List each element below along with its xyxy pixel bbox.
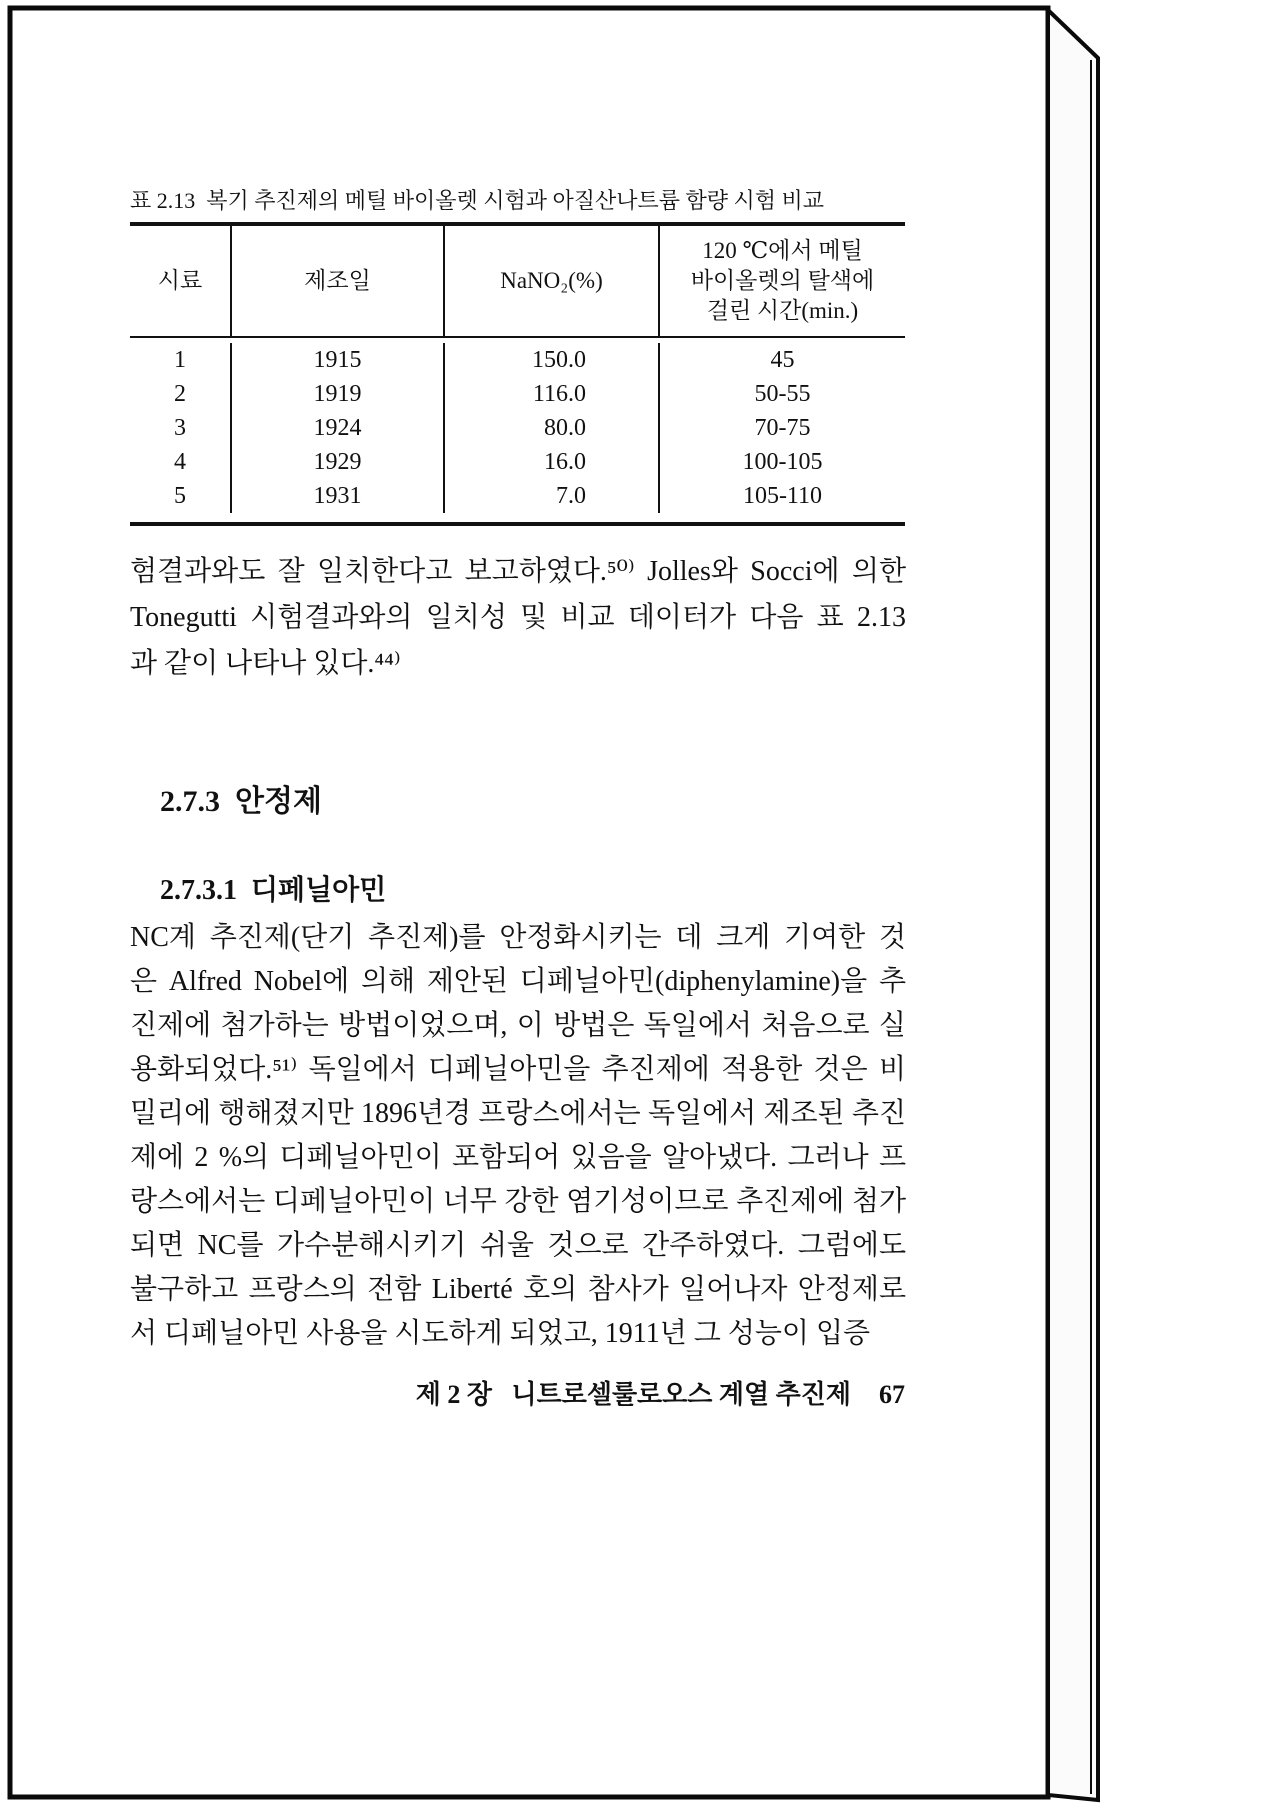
- cell-sample: 2: [130, 377, 232, 411]
- cell-time: 45: [770, 347, 795, 373]
- cell-nano2: 16.0: [445, 445, 660, 479]
- text-line: 랑스에서는 디페닐아민이 너무 강한 염기성이므로 추진제에 첨가: [130, 1186, 906, 1217]
- cell-time: 105-110: [742, 483, 823, 509]
- text-line: 험결과와도 잘 일치한다고 보고하였다.⁵⁰⁾ Jolles와 Socci에 의한: [130, 556, 906, 587]
- cell-nano2: 116.0: [445, 377, 660, 411]
- header-nano2: [445, 226, 660, 336]
- cell-nano2: 7.0: [445, 479, 660, 513]
- page-number: 67: [879, 1380, 905, 1409]
- section-heading: 2.7.3 안정제: [160, 785, 322, 818]
- cell-date: 1924: [232, 411, 445, 445]
- page-footer: [130, 1374, 905, 1411]
- header-date-label: 제조일: [304, 268, 371, 293]
- table-caption: 표 2.13 복기 추진제의 메틸 바이올렛 시험과 아질산나트륨 함량 시험 비교: [130, 188, 825, 213]
- paragraph-continuation: [130, 549, 906, 687]
- table-row: [130, 411, 905, 445]
- cell-sample: 5: [130, 479, 232, 513]
- chapter-title: 제 2 장 니트로셀룰로오스 계열 추진제: [415, 1380, 851, 1409]
- cell-sample: 4: [130, 445, 232, 479]
- text-line: 불구하고 프랑스의 전함 Liberté 호의 참사가 일어나자 안정제로: [130, 1274, 906, 1305]
- table-row: [130, 445, 905, 479]
- cell-date: 1929: [232, 445, 445, 479]
- header-nano2-label: NaNO₂(%): [500, 268, 603, 293]
- header-sample: [130, 226, 232, 336]
- text-line: 용화되었다.⁵¹⁾ 독일에서 디페닐아민을 추진제에 적용한 것은 비: [130, 1054, 906, 1085]
- text-line: 되면 NC를 가수분해시키기 쉬울 것으로 간주하였다. 그럼에도: [130, 1230, 906, 1261]
- cell-sample: 3: [130, 411, 232, 445]
- text-line: 밀리에 행해졌지만 1896년경 프랑스에서는 독일에서 제조된 추진: [130, 1098, 906, 1129]
- table-body: [130, 338, 905, 522]
- text-line: NC계 추진제(단기 추진제)를 안정화시키는 데 크게 기여한 것: [130, 922, 906, 953]
- cell-time: 70-75: [754, 415, 811, 441]
- cell-time: 50-55: [754, 381, 811, 407]
- cell-time: 100-105: [742, 449, 823, 475]
- text-line: 은 Alfred Nobel에 의해 제안된 디페닐아민(diphenylamine)을 추: [130, 966, 906, 997]
- cell-sample: 1: [130, 343, 232, 377]
- header-time-line1: 120 ℃에서 메틸: [702, 238, 863, 263]
- cell-date: 1919: [232, 377, 445, 411]
- text-line: 과 같이 나타나 있다.⁴⁴⁾: [130, 648, 401, 679]
- text-line: Tonegutti 시험결과와의 일치성 및 비교 데이터가 다음 표 2.13: [130, 602, 906, 633]
- paragraph-diphenylamine: [130, 916, 906, 1356]
- cell-nano2: 80.0: [445, 411, 660, 445]
- text-line: 서 디페닐아민 사용을 시도하게 되었고, 1911년 그 성능이 입증: [130, 1318, 871, 1349]
- text-line: 제에 2 %의 디페닐아민이 포함되어 있음을 알아냈다. 그러나 프: [130, 1142, 906, 1173]
- header-sample-label: 시료: [157, 268, 203, 293]
- table-header-row: [130, 226, 905, 338]
- header-time-line2: 바이올렛의 탈색에: [690, 268, 875, 293]
- data-table: [130, 222, 905, 526]
- header-time-line3: 걸린 시간(min.): [706, 298, 859, 323]
- cell-date: 1931: [232, 479, 445, 513]
- subsection-heading: 2.7.3.1 디페닐아민: [160, 875, 387, 906]
- table-row: [130, 377, 905, 411]
- table-row: [130, 479, 905, 513]
- cell-date: 1915: [232, 343, 445, 377]
- header-date: [232, 226, 445, 336]
- table-row: [130, 343, 905, 377]
- cell-nano2: 150.0: [445, 343, 660, 377]
- text-line: 진제에 첨가하는 방법이었으며, 이 방법은 독일에서 처음으로 실: [130, 1010, 906, 1041]
- header-time: [660, 226, 905, 336]
